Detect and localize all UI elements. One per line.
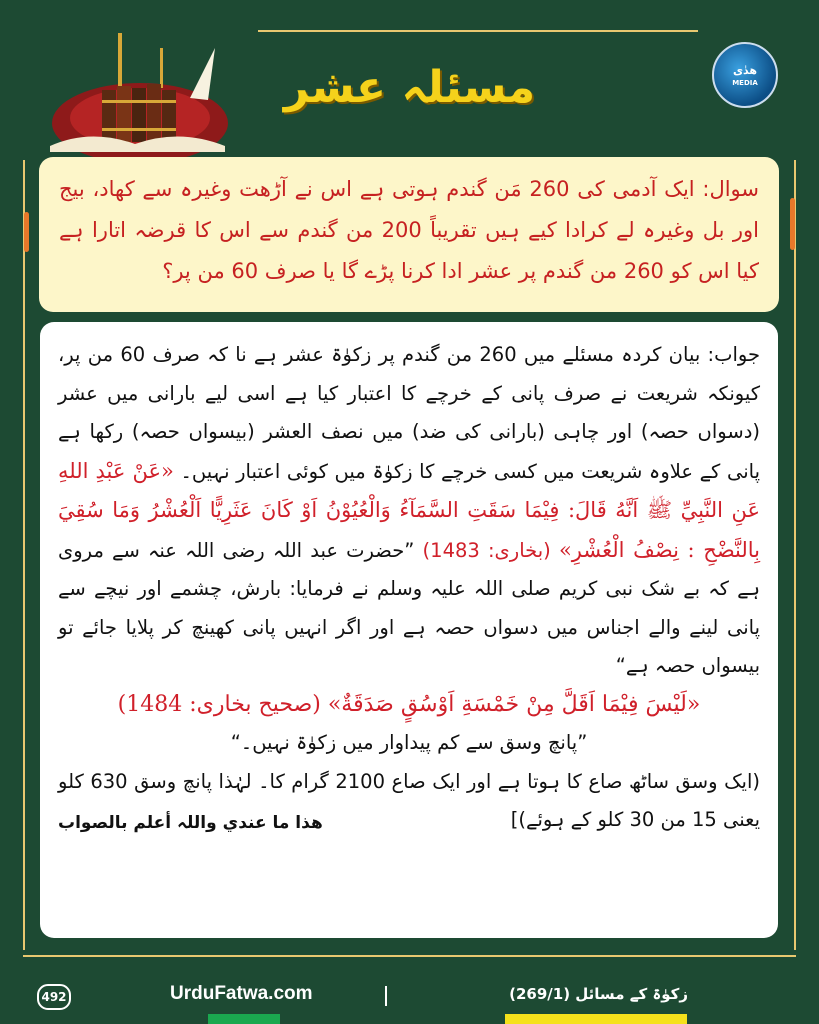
hadith-1-arabic: «عَنْ عَبْدِ اللهِ عَنِ النَّبِيِّ ﷺ اَنَّهُ قَالَ: فِيْمَا سَقَتِ السَّمَآءُ وَالْعُيُوْنُ اَوْ كَانَ عَثَرِيًّا اَلْعُشْرُ وَمَا سُقِيَ بِالنَّضْحِ : نِصْفُ الْعُشْرِ» [58,458,761,562]
frame-left-line [23,160,25,950]
question-text: سوال: ایک آدمی کی 260 مَن گندم ہوتی ہے اس نے آڑھت وغیرہ سے کھاد، بیج اور بل وغیرہ لے کرادا کیے ہیں تقریباً 200 من گندم سے اس کا قرضہ اتارا ہے کیا اس کو 260 من گندم پر عشر ادا کرنا پڑے گا یا صرف 60 من پر؟ [59,177,759,283]
hadith-1-reference: (بخاری: 1483) [422,538,551,562]
left-accent-bar [24,212,29,252]
page-number: 492 [37,984,71,1010]
hadith-1-translation: ”حضرت عبد اللہ رضی اللہ عنہ سے مروی ہے کہ بے شک نبی کریم صلی اللہ علیہ وسلم نے فرمایا: بارش، چشمے اور نیچے سے پانی لینے والے اجناس میں دسواں حصہ ہے اور اگر انہیں پانی کھینچ کر پلایا جائے تو بیسواں حصہ ہے“ [58,538,760,677]
answer-intro: جواب: بیان کردہ مسئلے میں 260 من گندم پر زکوٰۃ عشر ہے نا کہ صرف 60 من پر، کیونکہ شریعت نے صرف پانی کے خرچے کا اعتبار کیا ہے اسی لیے بارانی میں عشر (دسواں حصہ) اور چاہی (بارانی کی ضد) میں نصف العشر (بیسواں حصہ) رکھا ہے پانی کے علاوہ شریعت میں کسی خرچے کا زکوٰۃ میں کوئی اعتبار نہیں۔ [58,343,761,483]
logo-sub: MEDIA [732,78,758,87]
hadith-2-translation: ”پانچ وسق سے کم پیداوار میں زکوٰۃ نہیں۔“ [230,731,588,754]
page-title: مسئلہ عشر [283,62,536,113]
answer-box [40,322,778,938]
hadith-2 [58,686,760,725]
book-reference: زکوٰۃ کے مسائل (269/1) [509,985,688,1003]
hadith-2-reference: (صحیح بخاری: 1484) [117,691,321,717]
hadith-2-arabic: «لَيْسَ فِيْمَا اَقَلَّ مِنْ خَمْسَةِ اَوْسُقٍ صَدَقَةٌ» [327,691,701,717]
footer-divider [385,986,387,1006]
right-accent-bar [790,198,795,250]
closing-line: ھذا ما عندي واللہ أعلم بالصواب [58,812,323,833]
website-link[interactable]: UrduFatwa.com [170,983,313,1004]
answer-paragraph [58,336,760,686]
frame-bottom-line [23,955,796,957]
question-box [39,157,779,312]
footer-yellow-bar [505,1014,687,1024]
answer-note: (ایک وسق ساٹھ صاع کا ہوتا ہے اور ایک صاع 2100 گرام کا۔ لہٰذا پانچ وسق 630 کلو یعنی 15 من 30 کلو کے ہوئے)] [58,769,760,831]
brand-logo [712,42,778,108]
frame-right-line [794,160,796,950]
footer-green-bar [208,1014,280,1024]
logo-label: ھدٰی [732,63,758,77]
frame-top-line [258,30,698,32]
